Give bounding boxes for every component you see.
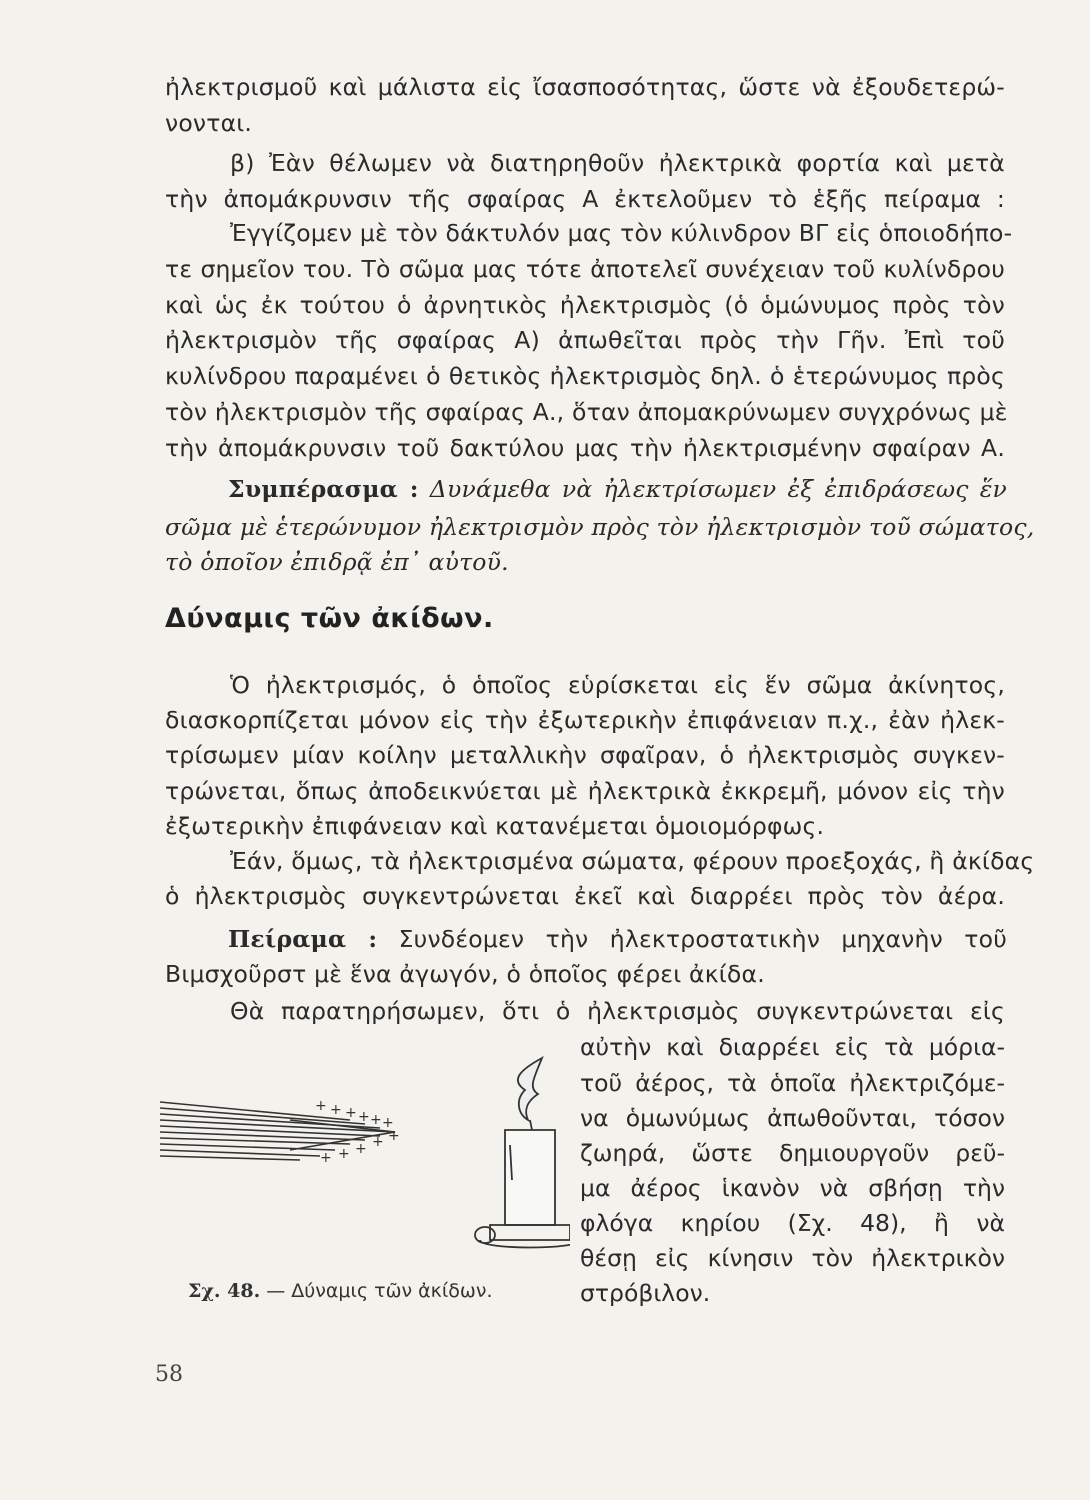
text-line: τε σημεῖον του. Τὸ σῶμα μας τότε ἀποτελεῖ συνέχειαν τοῦ κυλίνδρου bbox=[165, 255, 1005, 283]
svg-text:+: + bbox=[345, 1105, 357, 1121]
figure-caption-label: Σχ. 48. bbox=[188, 1280, 261, 1302]
text-line: διασκορπίζεται μόνον εἰς τὴν ἐξωτερικὴν ἐπιφάνειαν π.χ., ἐὰν ἠλεκ- bbox=[165, 706, 1005, 734]
text-line: αὐτὴν καὶ διαρρέει εἰς τὰ μόρια- bbox=[580, 1033, 1005, 1061]
conclusion-label: Συμπέρασμα : bbox=[228, 475, 419, 503]
text-line: τὴν ἀπομάκρυνσιν τοῦ δακτύλου μας τὴν ἠλεκτρισμένην σφαίραν Α. bbox=[165, 434, 1005, 462]
text-line: Ἐάν, ὅμως, τὰ ἠλεκτρισμένα σώματα, φέρουν προεξοχάς, ἢ ἀκίδας bbox=[230, 847, 1035, 875]
text-line: στρόβιλον. bbox=[580, 1279, 711, 1307]
text-line: Ἐγγίζομεν μὲ τὸν δάκτυλόν μας τὸν κύλινδρον ΒΓ εἰς ὁποιοδήπο- bbox=[230, 219, 1013, 247]
text-line: καὶ ὡς ἐκ τούτου ὁ ἀρνητικὸς ἠλεκτρισμὸς (ὁ ὁμώνυμος πρὸς τὸν bbox=[165, 291, 1005, 319]
svg-text:+: + bbox=[358, 1109, 370, 1125]
section-heading: Δύναμις τῶν ἀκίδων. bbox=[165, 603, 494, 634]
experiment-line-2: Βιμσχοῦρστ μὲ ἕνα ἀγωγόν, ὁ ὁποῖος φέρει ἀκίδα. bbox=[165, 960, 765, 988]
text-line: τρίσωμεν μίαν κοίλην μεταλλικὴν σφαῖραν, ὁ ἠλεκτρισμὸς συγκεν- bbox=[165, 741, 1005, 769]
text-line: κυλίνδρου παραμένει ὁ θετικὸς ἠλεκτρισμὸς δηλ. ὁ ἑτερώνυμος πρὸς bbox=[165, 362, 1005, 390]
experiment-text: Συνδέομεν τὴν ἠλεκτροστατικὴν μηχανὴν τοῦ bbox=[398, 925, 1007, 953]
svg-text:+: + bbox=[355, 1141, 367, 1157]
figure-caption bbox=[188, 1280, 492, 1302]
text-line: τὸν ἠλεκτρισμὸν τῆς σφαίρας Α., ὅταν ἀπομακρύνωμεν συγχρόνως μὲ bbox=[165, 398, 1008, 426]
conclusion-line-3: τὸ ὁποῖον ἐπιδρᾷ ἐπ᾽ αὐτοῦ. bbox=[165, 548, 509, 576]
svg-text:+: + bbox=[338, 1146, 350, 1162]
text-line: ἠλεκτρισμοῦ καὶ μάλιστα εἰς ἴσασποσότητας, ὥστε νὰ ἐξουδετερώ- bbox=[165, 73, 1005, 101]
figure-48-illustration bbox=[150, 1050, 570, 1270]
svg-text:+: + bbox=[372, 1134, 384, 1150]
page-number: 58 bbox=[155, 1362, 183, 1387]
svg-text:+: + bbox=[315, 1098, 327, 1114]
svg-text:+: + bbox=[382, 1115, 394, 1131]
text-line: τρώνεται, ὅπως ἀποδεικνύεται μὲ ἠλεκτρικὰ ἐκκρεμῆ, μόνον εἰς τὴν bbox=[165, 777, 1005, 805]
svg-text:+: + bbox=[388, 1128, 400, 1144]
experiment-line-1 bbox=[228, 924, 1007, 954]
text-line: β) Ἐὰν θέλωμεν νὰ διατηρηθοῦν ἠλεκτρικὰ φορτία καὶ μετὰ bbox=[230, 149, 1005, 177]
text-line: ἠλεκτρισμὸν τῆς σφαίρας Α) ἀπωθεῖται πρὸς τὴν Γῆν. Ἐπὶ τοῦ bbox=[165, 326, 1005, 354]
conclusion-line-2: σῶμα μὲ ἑτερώνυμον ἠλεκτρισμὸν πρὸς τὸν ἠλεκτρισμὸν τοῦ σώματος, bbox=[165, 513, 1035, 541]
text-line: Ὁ ἠλεκτρισμός, ὁ ὁποῖος εὑρίσκεται εἰς ἕν σῶμα ἀκίνητος, bbox=[230, 671, 1005, 699]
text-line: θέσῃ εἰς κίνησιν τὸν ἠλεκτρικὸν bbox=[580, 1244, 1005, 1272]
conclusion-text: Δυνάμεθα νὰ ἠλεκτρίσωμεν ἐξ ἐπιδράσεως ἕν bbox=[429, 475, 1008, 503]
svg-text:+: + bbox=[370, 1112, 382, 1128]
svg-text:+: + bbox=[320, 1150, 332, 1166]
text-line: νονται. bbox=[165, 109, 253, 137]
text-line: ἐξωτερικὴν ἐπιφάνειαν καὶ κατανέμεται ὁμοιομόρφως. bbox=[165, 812, 825, 840]
experiment-line-3: Θὰ παρατηρήσωμεν, ὅτι ὁ ἠλεκτρισμὸς συγκεντρώνεται εἰς bbox=[230, 997, 1005, 1025]
text-line: ὁ ἠλεκτρισμὸς συγκεντρώνεται ἐκεῖ καὶ διαρρέει πρὸς τὸν ἀέρα. bbox=[165, 882, 1005, 910]
experiment-label: Πείραμα : bbox=[228, 925, 378, 953]
charge-plus-signs-icon bbox=[315, 1098, 400, 1166]
candle-icon bbox=[475, 1058, 570, 1248]
svg-text:+: + bbox=[330, 1102, 342, 1118]
text-line: μα ἀέρος ἱκανὸν νὰ σβήσῃ τὴν bbox=[580, 1174, 1005, 1202]
text-line: να ὁμωνύμως ἀπωθοῦνται, τόσον bbox=[580, 1104, 1005, 1132]
text-line: τὴν ἀπομάκρυνσιν τῆς σφαίρας Α ἐκτελοῦμεν τὸ ἑξῆς πείραμα : bbox=[165, 185, 1005, 213]
figure-caption-text: — Δύναμις τῶν ἀκίδων. bbox=[266, 1280, 493, 1302]
text-line: τοῦ ἀέρος, τὰ ὁποῖα ἠλεκτριζόμε- bbox=[580, 1069, 1005, 1097]
text-line: φλόγα κηρίου (Σχ. 48), ἢ νὰ bbox=[580, 1209, 1005, 1237]
conclusion-line-1 bbox=[228, 474, 1007, 504]
text-line: ζωηρά, ὥστε δημιουργοῦν ρεῦ- bbox=[580, 1139, 1005, 1167]
